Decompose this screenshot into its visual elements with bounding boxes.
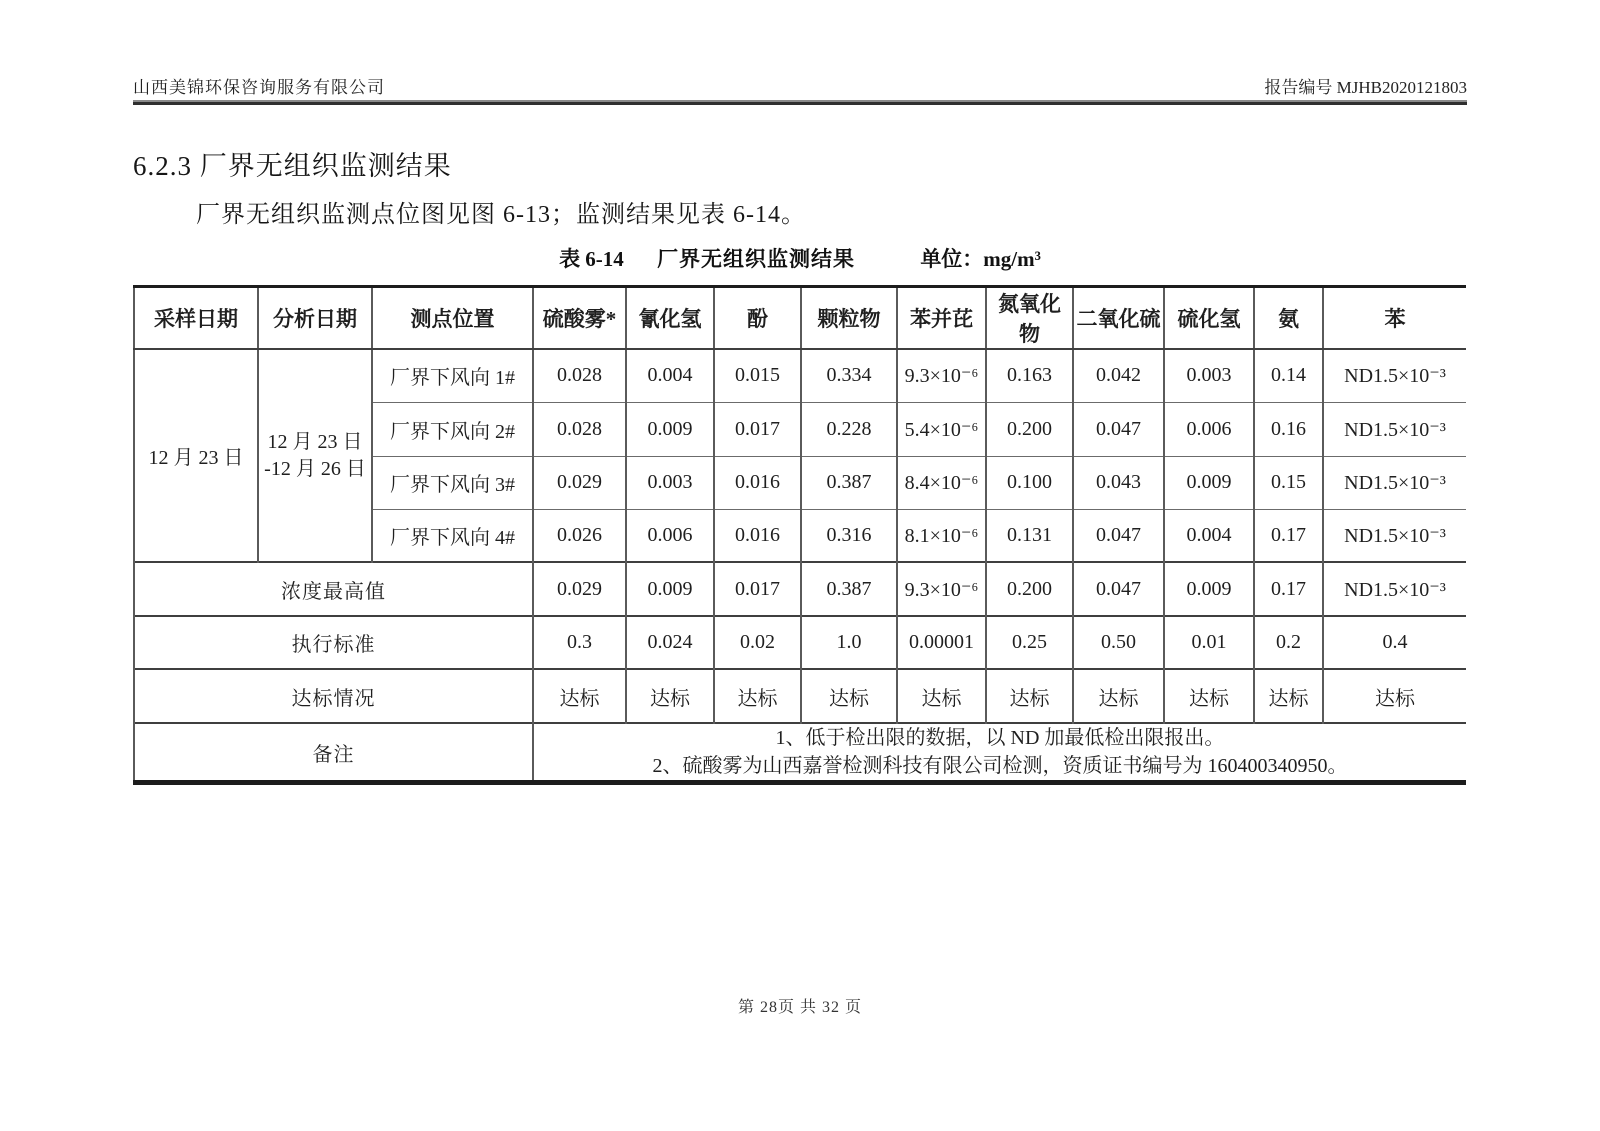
value-cell: 0.009 [1164, 456, 1254, 509]
value-cell: ND1.5×10⁻³ [1323, 402, 1466, 456]
value-cell: 0.00001 [897, 616, 986, 669]
value-cell: 0.028 [533, 402, 626, 456]
company-name: 山西美锦环保咨询服务有限公司 [133, 78, 385, 97]
value-cell: 0.50 [1073, 616, 1164, 669]
header-rule [133, 100, 1467, 105]
value-cell: 0.163 [986, 349, 1073, 402]
table-caption-label: 表 6-14 [559, 247, 624, 271]
compliance-cell: 达标 [714, 669, 801, 723]
col-header-sulfuric-mist: 硫酸雾* [533, 287, 626, 350]
max-concentration-row [134, 562, 1466, 616]
value-cell: 0.017 [714, 402, 801, 456]
value-cell: 0.029 [533, 562, 626, 616]
value-cell: 0.100 [986, 456, 1073, 509]
col-header-h2s: 硫化氢 [1164, 287, 1254, 350]
value-cell: 0.006 [1164, 402, 1254, 456]
value-cell: 0.004 [1164, 509, 1254, 562]
table-caption-unit: 单位：mg/m³ [920, 247, 1041, 271]
value-cell: ND1.5×10⁻³ [1323, 349, 1466, 402]
value-cell: 0.047 [1073, 562, 1164, 616]
value-cell: 0.016 [714, 456, 801, 509]
col-header-hcn: 氰化氢 [626, 287, 714, 350]
value-cell: 0.334 [801, 349, 897, 402]
value-cell: 8.1×10⁻⁶ [897, 509, 986, 562]
value-cell: 0.200 [986, 402, 1073, 456]
value-cell: 0.009 [1164, 562, 1254, 616]
value-cell: 0.016 [714, 509, 801, 562]
value-cell: 0.003 [626, 456, 714, 509]
compliance-cell: 达标 [1323, 669, 1466, 723]
compliance-row [134, 669, 1466, 723]
col-header-nox: 氮氧化物 [986, 287, 1073, 350]
value-cell: 0.024 [626, 616, 714, 669]
value-cell: 0.017 [714, 562, 801, 616]
value-cell: 0.17 [1254, 562, 1323, 616]
note-line-1: 1、低于检出限的数据，以 ND 加最低检出限报出。 [775, 727, 1225, 749]
value-cell: 0.01 [1164, 616, 1254, 669]
value-cell: 0.17 [1254, 509, 1323, 562]
notes-row [134, 723, 1466, 783]
col-header-bap: 苯并芘 [897, 287, 986, 350]
value-cell: 0.131 [986, 509, 1073, 562]
analysis-date-line2: -12 月 26 日 [264, 457, 366, 480]
analysis-date-line1: 12 月 23 日 [267, 430, 363, 453]
value-cell: 0.029 [533, 456, 626, 509]
page-header [133, 72, 1467, 98]
table-row [134, 349, 1466, 402]
table-caption-title: 厂界无组织监测结果 [657, 247, 856, 271]
compliance-cell: 达标 [533, 669, 626, 723]
value-cell: 8.4×10⁻⁶ [897, 456, 986, 509]
note-line-2: 2、硫酸雾为山西嘉誉检测科技有限公司检测，资质证书编号为 160400340950。 [652, 755, 1348, 777]
compliance-cell: 达标 [1254, 669, 1323, 723]
value-cell: 9.3×10⁻⁶ [897, 562, 986, 616]
value-cell: 0.047 [1073, 402, 1164, 456]
monitoring-results-table [133, 285, 1466, 785]
compliance-cell: 达标 [801, 669, 897, 723]
value-cell: 0.2 [1254, 616, 1323, 669]
value-cell: 0.4 [1323, 616, 1466, 669]
notes-cell [533, 723, 1466, 783]
value-cell: 0.387 [801, 456, 897, 509]
value-cell: ND1.5×10⁻³ [1323, 562, 1466, 616]
location-cell: 厂界下风向 2# [372, 402, 533, 456]
table-caption [133, 243, 1467, 273]
value-cell: 9.3×10⁻⁶ [897, 349, 986, 402]
value-cell: 0.003 [1164, 349, 1254, 402]
location-cell: 厂界下风向 4# [372, 509, 533, 562]
location-cell: 厂界下风向 3# [372, 456, 533, 509]
value-cell: 0.042 [1073, 349, 1164, 402]
value-cell: 0.006 [626, 509, 714, 562]
compliance-cell: 达标 [986, 669, 1073, 723]
col-header-nh3: 氨 [1254, 287, 1323, 350]
col-header-benzene: 苯 [1323, 287, 1466, 350]
value-cell: 0.026 [533, 509, 626, 562]
value-cell: 0.316 [801, 509, 897, 562]
row-label: 执行标准 [134, 616, 533, 669]
value-cell: 0.25 [986, 616, 1073, 669]
value-cell: 0.228 [801, 402, 897, 456]
section-heading: 6.2.3 厂界无组织监测结果 [133, 151, 452, 181]
location-cell: 厂界下风向 1# [372, 349, 533, 402]
row-label: 备注 [134, 723, 533, 783]
value-cell: 5.4×10⁻⁶ [897, 402, 986, 456]
col-header-phenol: 酚 [714, 287, 801, 350]
sampling-date-cell: 12 月 23 日 [134, 349, 258, 562]
col-header-so2: 二氧化硫 [1073, 287, 1164, 350]
compliance-cell: 达标 [626, 669, 714, 723]
value-cell: 1.0 [801, 616, 897, 669]
value-cell: 0.200 [986, 562, 1073, 616]
analysis-date-cell [258, 349, 372, 562]
row-label: 浓度最高值 [134, 562, 533, 616]
value-cell: 0.02 [714, 616, 801, 669]
value-cell: ND1.5×10⁻³ [1323, 509, 1466, 562]
value-cell: 0.16 [1254, 402, 1323, 456]
col-header-analysis-date: 分析日期 [258, 287, 372, 350]
value-cell: 0.009 [626, 402, 714, 456]
table-header-row [134, 287, 1466, 350]
compliance-cell: 达标 [1073, 669, 1164, 723]
intro-paragraph: 厂界无组织监测点位图见图 6-13；监测结果见表 6-14。 [196, 202, 806, 228]
value-cell: 0.043 [1073, 456, 1164, 509]
value-cell: 0.14 [1254, 349, 1323, 402]
value-cell: 0.028 [533, 349, 626, 402]
standard-row [134, 616, 1466, 669]
row-label: 达标情况 [134, 669, 533, 723]
value-cell: 0.009 [626, 562, 714, 616]
compliance-cell: 达标 [1164, 669, 1254, 723]
col-header-sampling-date: 采样日期 [134, 287, 258, 350]
value-cell: 0.15 [1254, 456, 1323, 509]
col-header-location: 测点位置 [372, 287, 533, 350]
value-cell: ND1.5×10⁻³ [1323, 456, 1466, 509]
value-cell: 0.047 [1073, 509, 1164, 562]
col-header-particulates: 颗粒物 [801, 287, 897, 350]
value-cell: 0.387 [801, 562, 897, 616]
report-number: 报告编号 MJHB2020121803 [1264, 78, 1467, 97]
value-cell: 0.015 [714, 349, 801, 402]
page-number: 第 28页 共 32 页 [737, 999, 862, 1016]
value-cell: 0.3 [533, 616, 626, 669]
value-cell: 0.004 [626, 349, 714, 402]
compliance-cell: 达标 [897, 669, 986, 723]
